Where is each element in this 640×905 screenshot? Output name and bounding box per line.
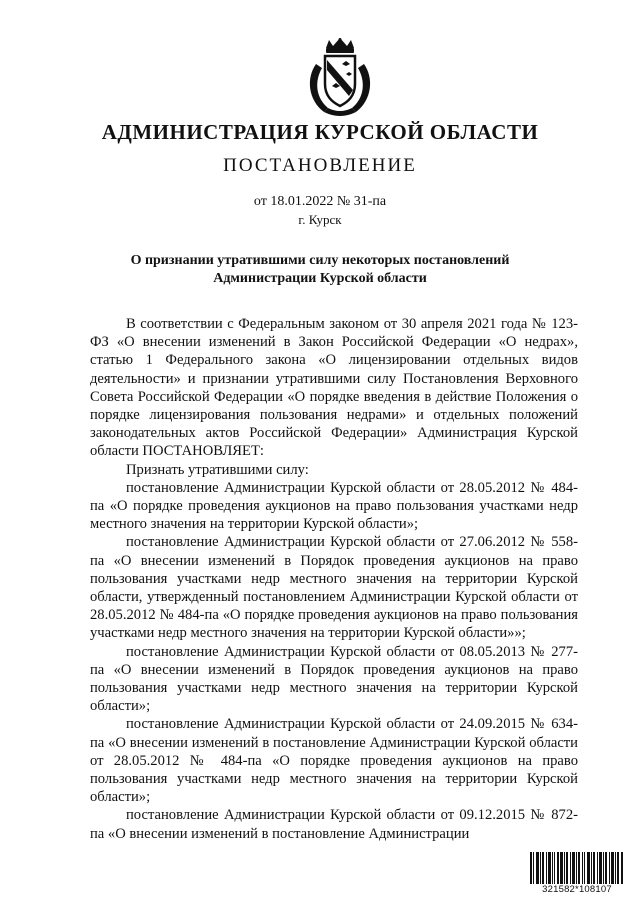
resolution-paragraph: Признать утратившими силу: <box>126 461 309 478</box>
document-title <box>90 252 550 288</box>
document-body <box>90 315 578 843</box>
document-date-number: от 18.01.2022 № 31-па <box>253 194 387 209</box>
document-type: ПОСТАНОВЛЕНИЕ <box>223 155 417 176</box>
repealed-item: постановление Администрации Курской области от 08.05.2013 № 277-па «О внесении изменений в Порядок проведения аукционов на право пользования участками недр местного значения на территории Курской области»; <box>90 643 578 715</box>
preamble-paragraph: В соответствии с Федеральным законом от 30 апреля 2021 года № 123-ФЗ «О внесении изменений в Закон Российской Федерации «О недрах», статью 1 Федерального закона «О лицензировании отдельных видов деятельности» и признании утратившими силу Постановления Верховного Совета Российской Федерации «О порядке введения в действие Положения о порядке лицензирования пользования недрами» и отдельных положений законодательных актов Российской Федерации» Администрация Курской области ПОСТАНОВЛЯЕТ: <box>90 316 578 460</box>
document-title-line-2: Администрации Курской области <box>213 271 427 286</box>
repealed-item: постановление Администрации Курской области от 24.09.2015 № 634-па «О внесении изменений в постановление Администрации Курской области от 28.05.2012 № 484-па «О порядке проведения аукционов на право пользования участками недр местного значения на территории Курской области»; <box>90 716 578 806</box>
coat-of-arms-icon <box>302 38 378 118</box>
barcode-number: 321582*108107 <box>529 884 625 896</box>
repealed-item: постановление Администрации Курской области от 09.12.2015 № 872-па «О внесении изменений в постановление Администрации <box>90 807 578 842</box>
repealed-item: постановление Администрации Курской области от 28.05.2012 № 484-па «О порядке проведения аукционов на право пользования участками недр местного значения на территории Курской области»; <box>90 479 578 533</box>
document-city: г. Курск <box>298 212 342 227</box>
document-title-line-1: О признании утратившими силу некоторых постановлений <box>130 253 510 268</box>
agency-name: АДМИНИСТРАЦИЯ КУРСКОЙ ОБЛАСТИ <box>101 120 539 144</box>
repealed-item: постановление Администрации Курской области от 27.06.2012 № 558-па «О внесении изменений в Порядок проведения аукционов на право пользования участками недр местного значения на территории Курской области, утвержденный постановлением Администрации Курской области от 28.05.2012 № 484-па «О порядке проведения аукционов на право пользования участками недр местного значения на территории Курской области»»; <box>90 534 578 642</box>
